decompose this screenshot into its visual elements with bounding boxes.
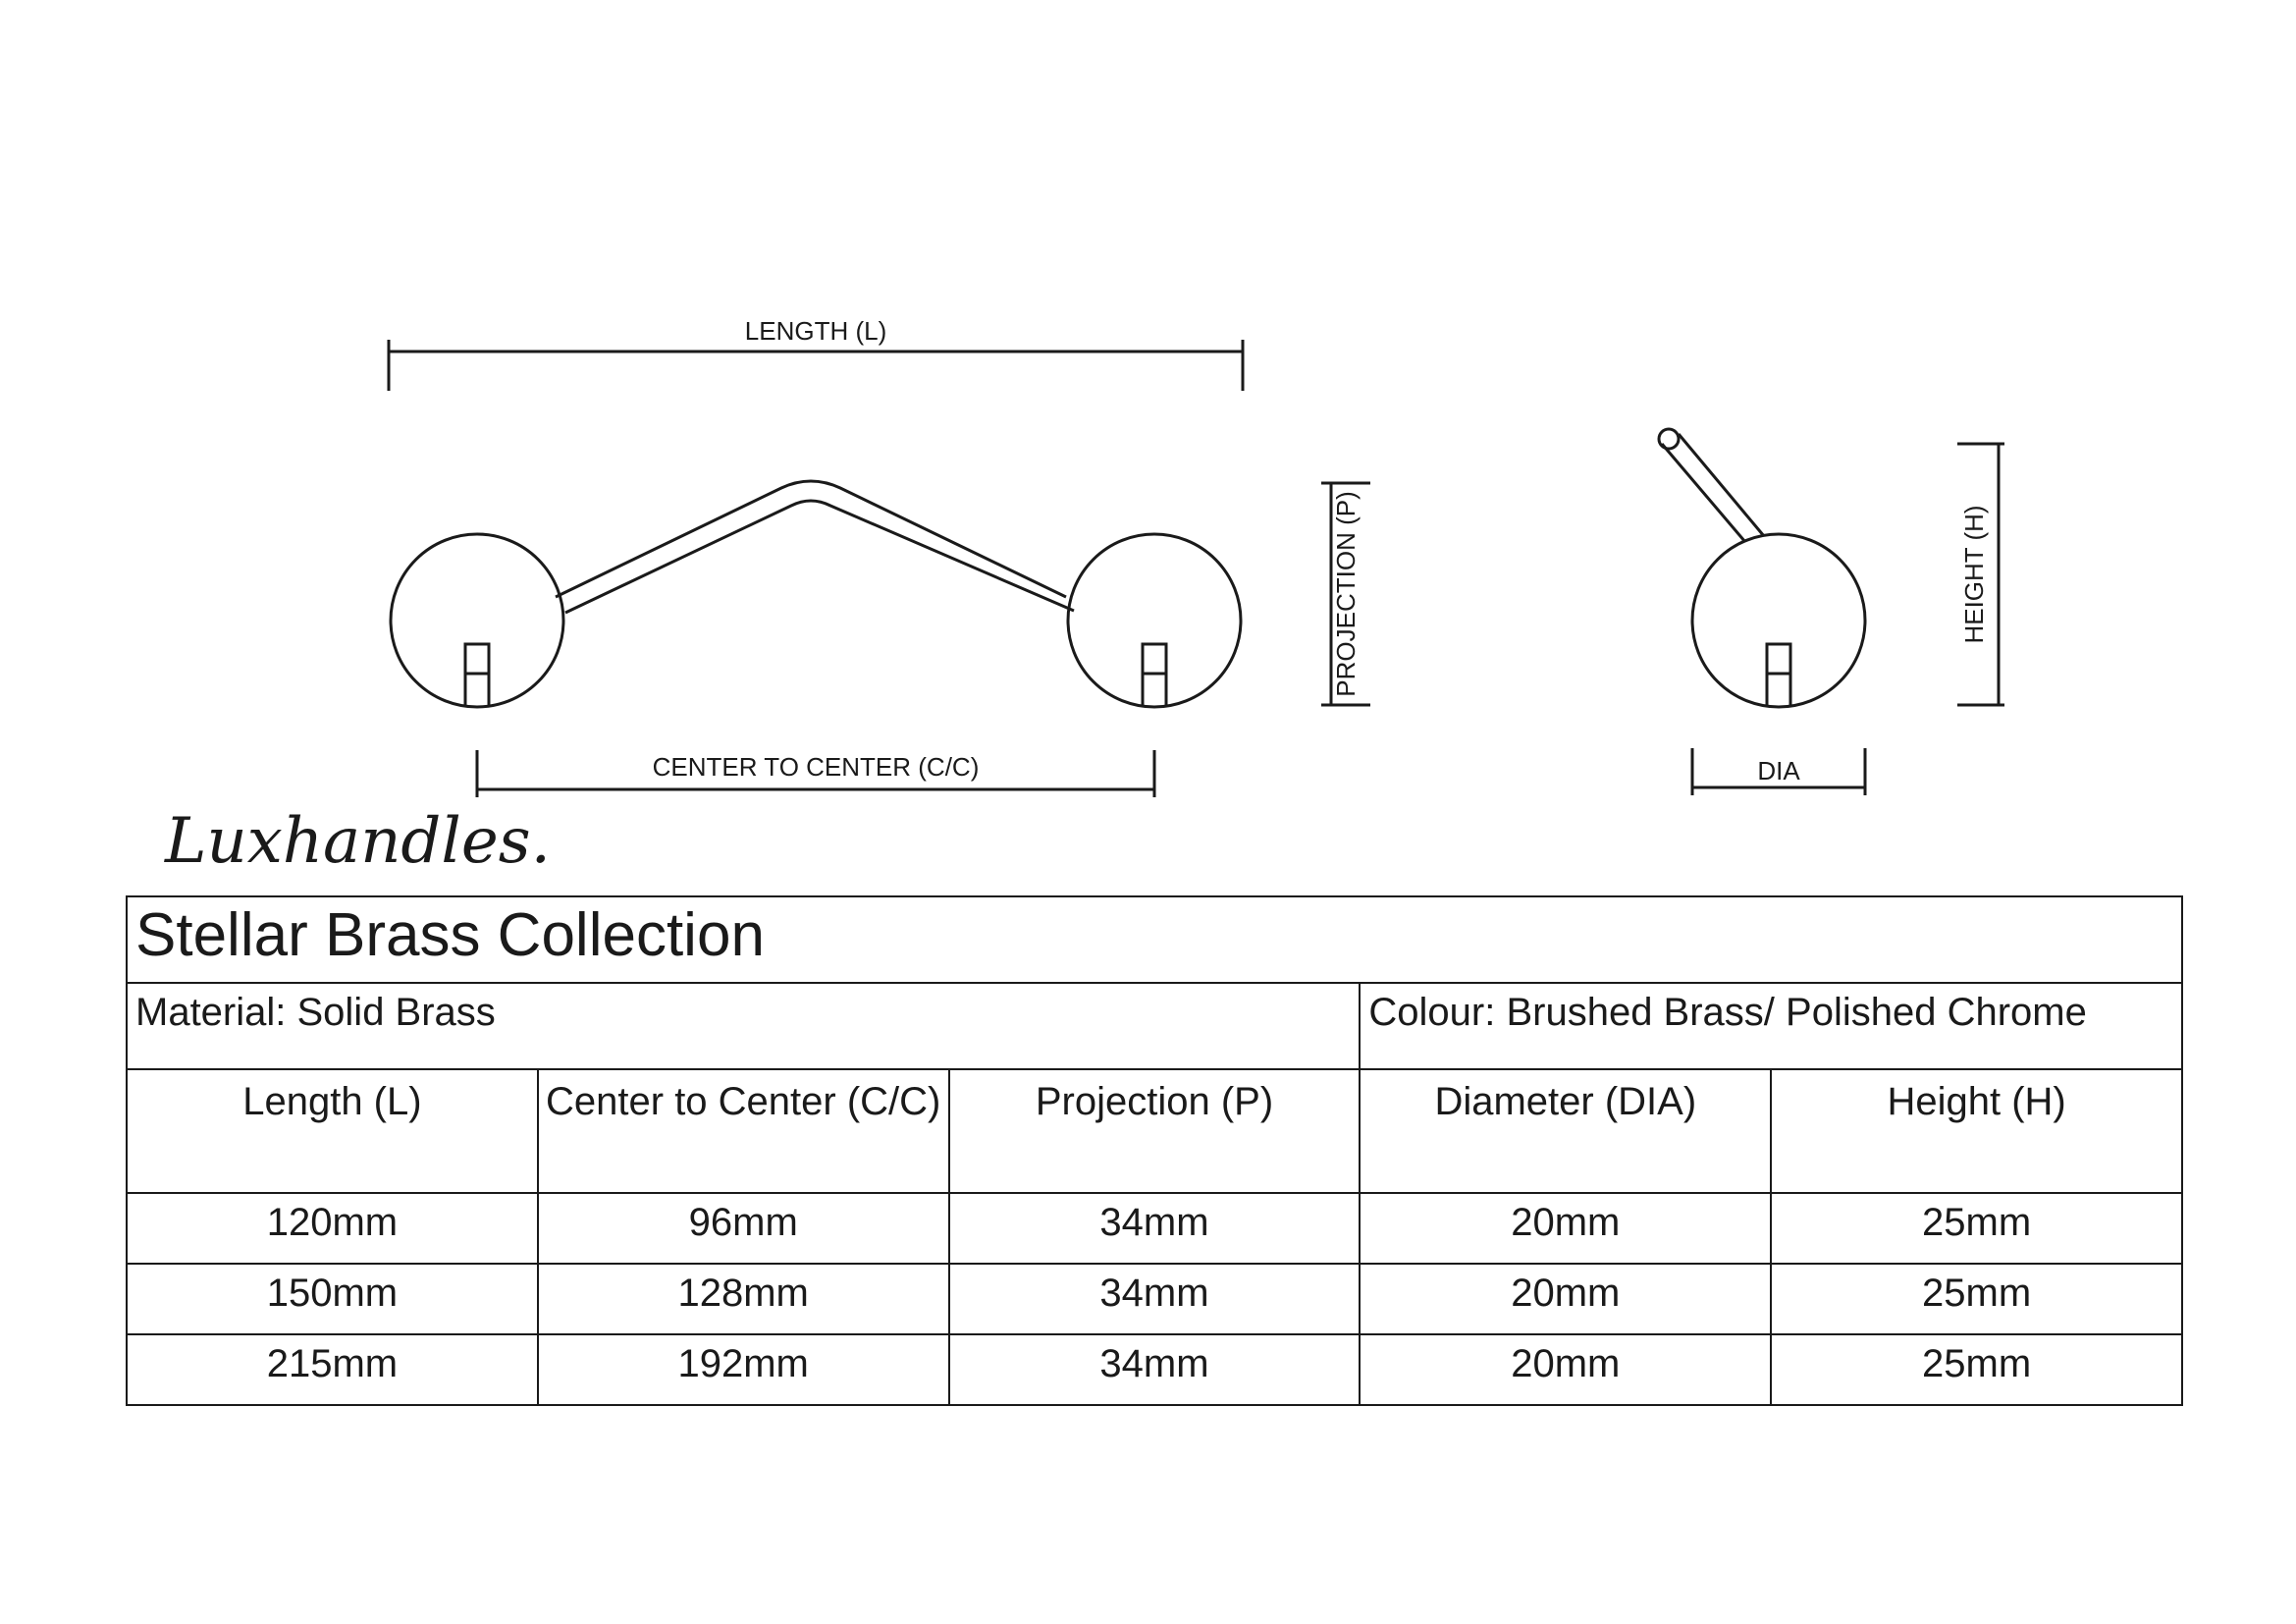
rod-end — [1659, 429, 1679, 449]
projection-label: PROJECTION (P) — [1331, 491, 1361, 697]
header-length: Length (L) — [127, 1069, 538, 1193]
cell-diameter: 20mm — [1360, 1193, 1771, 1264]
info-row — [127, 983, 2182, 1069]
collection-title: Stellar Brass Collection — [127, 896, 2182, 983]
handle-side-view — [1659, 429, 1865, 707]
brand-logo: Luxhandles. — [165, 805, 551, 878]
table-row — [127, 1193, 2182, 1264]
length-label: LENGTH (L) — [744, 316, 887, 346]
cell-height: 25mm — [1771, 1264, 2182, 1334]
cell-projection: 34mm — [949, 1334, 1361, 1405]
header-row — [127, 1069, 2182, 1193]
cell-center-to-center: 128mm — [538, 1264, 949, 1334]
table-row — [127, 1264, 2182, 1334]
cell-length: 150mm — [127, 1264, 538, 1334]
cell-height: 25mm — [1771, 1193, 2182, 1264]
right-knob — [1068, 534, 1241, 707]
cell-length: 215mm — [127, 1334, 538, 1405]
cell-height: 25mm — [1771, 1334, 2182, 1405]
dia-label: DIA — [1757, 756, 1800, 785]
header-height: Height (H) — [1771, 1069, 2182, 1193]
header-center-to-center: Center to Center (C/C) — [538, 1069, 949, 1193]
cell-length: 120mm — [127, 1193, 538, 1264]
spec-table — [126, 895, 2183, 1406]
handle-front-view — [391, 481, 1241, 707]
cell-projection: 34mm — [949, 1193, 1361, 1264]
left-knob — [391, 534, 563, 707]
cell-diameter: 20mm — [1360, 1264, 1771, 1334]
cell-center-to-center: 192mm — [538, 1334, 949, 1405]
cell-diameter: 20mm — [1360, 1334, 1771, 1405]
side-knob — [1692, 534, 1865, 707]
table-row — [127, 1334, 2182, 1405]
material-cell: Material: Solid Brass — [127, 983, 1360, 1069]
height-label: HEIGHT (H) — [1959, 505, 1989, 644]
length-dimension — [389, 340, 1243, 391]
cell-projection: 34mm — [949, 1264, 1361, 1334]
header-diameter: Diameter (DIA) — [1360, 1069, 1771, 1193]
header-projection: Projection (P) — [949, 1069, 1361, 1193]
title-row — [127, 896, 2182, 983]
colour-cell: Colour: Brushed Brass/ Polished Chrome — [1360, 983, 2182, 1069]
center-to-center-label: CENTER TO CENTER (C/C) — [652, 752, 980, 782]
cell-center-to-center: 96mm — [538, 1193, 949, 1264]
